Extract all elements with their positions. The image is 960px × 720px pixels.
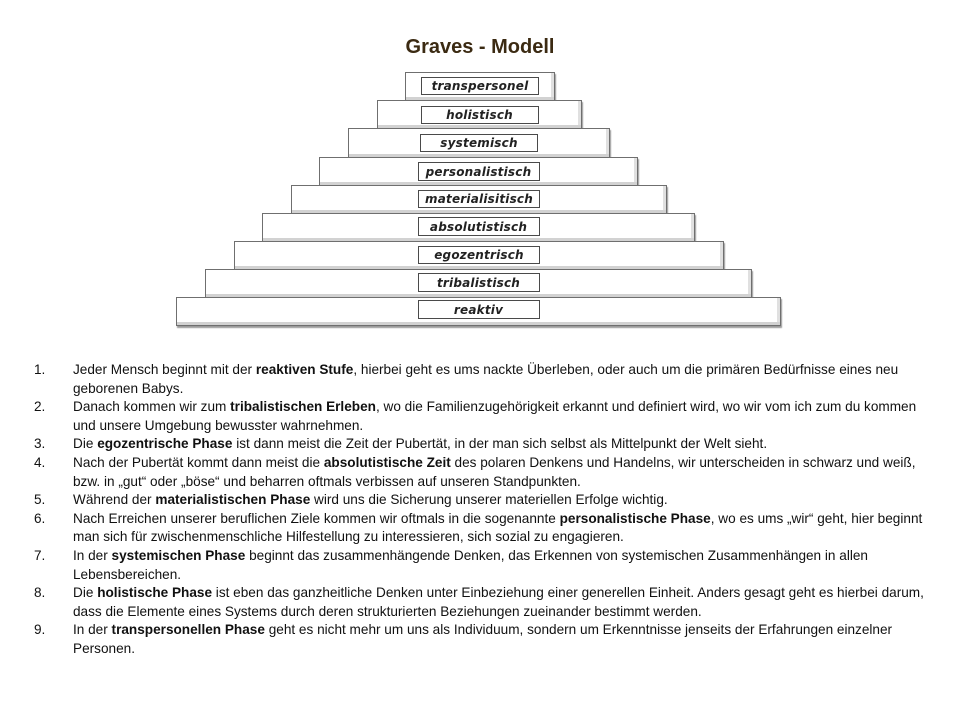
- list-item-text: Jeder Mensch beginnt mit der: [73, 362, 256, 377]
- list-item-text: geht es nicht mehr um uns als Individuum, sondern um Erkenntnisse jenseits der Erfahrungen einzelner Personen.: [73, 622, 893, 656]
- list-item-text: In der: [73, 622, 112, 638]
- phase-term: holistische Phase: [97, 585, 213, 601]
- graves-pyramid: [0, 0, 960, 340]
- list-item-text: wird uns die Sicherung unserer materiellen Erfolge wichtig.: [310, 492, 668, 508]
- phase-list: [34, 361, 929, 659]
- phase-term: reaktiven Stufe: [255, 362, 354, 377]
- phase-list-item: [34, 584, 929, 621]
- list-item-text: ist dann meist die Zeit der Pubertät, in der man sich selbst als Mittelpunkt der Welt sieht.: [232, 436, 768, 452]
- list-item-text: beginnt das zusammenhängende Denken, das Erkennen von systemischen Zusammenhängen in allen Lebensbereichen.: [73, 547, 868, 582]
- list-item-text: , wo die Familienzugehörigkeit erkannt und definiert wird, wo wir vom ich zum du kommen und unsere Umgebung bewusster wahrnehmen.: [73, 399, 917, 433]
- phase-term: tribalistischen Erleben: [230, 399, 376, 415]
- phase-list-item: [34, 510, 929, 547]
- list-item-number: 4.: [34, 454, 46, 470]
- pyramid-label-materialisitisch: materialisitisch: [418, 190, 540, 208]
- phase-list-item: [34, 454, 929, 491]
- pyramid-label-reaktiv: reaktiv: [418, 300, 540, 319]
- list-item-text: ist eben das ganzheitliche Denken unter Einbeziehung einer generellen Einheit. Anders gesagt geht es hierbei darum, dass die Elemente eines Systems durch deren strukturierten Beziehungen zueinander bestimmt werden.: [73, 585, 924, 619]
- phase-list-item: [34, 435, 929, 454]
- list-item-text: Nach Erreichen unserer beruflichen Ziele kommen wir oftmals in die sogenannte: [73, 510, 560, 526]
- list-item-text: Danach kommen wir zum: [73, 399, 231, 415]
- phase-list-item: [34, 621, 929, 658]
- list-item-number: 7.: [34, 547, 46, 563]
- phase-term: transpersonellen Phase: [111, 622, 265, 638]
- pyramid-label-absolutistisch: absolutistisch: [418, 217, 540, 236]
- phase-term: absolutistische Zeit: [323, 454, 451, 470]
- phase-list-item: [34, 547, 929, 584]
- phase-term: egozentrische Phase: [97, 436, 233, 452]
- pyramid-label-egozentrisch: egozentrisch: [418, 246, 540, 264]
- list-item-number: 8.: [34, 585, 46, 601]
- phase-list-item: [34, 361, 929, 398]
- list-item-text: Während der: [73, 492, 156, 508]
- pyramid-label-personalistisch: personalistisch: [418, 162, 540, 181]
- pyramid-label-systemisch: systemisch: [420, 134, 538, 152]
- list-item-number: 2.: [34, 399, 46, 415]
- list-item-text: , hierbei geht es ums nackte Überleben, oder auch um die primären Bedürfnisse eines neu geborenen Babys.: [73, 362, 899, 396]
- phase-list-item: [34, 491, 929, 510]
- list-item-text: , wo es ums „wir“ geht, hier beginnt man sich für zwischenmenschliche Hilfestellung zu interessieren, sich sozial zu engagieren.: [73, 510, 923, 545]
- list-item-text: des polaren Denkens und Handelns, wir unterscheiden in schwarz und weiß, bzw. in „gut“ oder „böse“ und beharren oftmals verbissen auf unseren Standpunkten.: [73, 454, 916, 489]
- list-item-text: Nach der Pubertät kommt dann meist die: [73, 454, 324, 470]
- list-item-number: 6.: [34, 510, 46, 526]
- phase-list-item: [34, 398, 929, 435]
- list-item-number: 3.: [34, 436, 46, 452]
- diagram-title: Graves - Modell: [405, 36, 555, 58]
- pyramid-label-tribalistisch: tribalistisch: [418, 273, 540, 292]
- list-item-text: Die: [73, 436, 98, 452]
- phase-term: materialistischen Phase: [155, 492, 311, 508]
- list-item-number: 5.: [34, 492, 46, 508]
- pyramid-label-transpersonel: transpersonel: [421, 77, 539, 95]
- phase-term: personalistische Phase: [559, 510, 711, 526]
- list-item-number: 1.: [34, 362, 46, 377]
- phase-term: systemischen Phase: [111, 547, 246, 563]
- pyramid-label-holistisch: holistisch: [421, 106, 539, 124]
- list-item-text: In der: [73, 547, 112, 563]
- list-item-number: 9.: [34, 622, 46, 638]
- list-item-text: Die: [73, 585, 98, 601]
